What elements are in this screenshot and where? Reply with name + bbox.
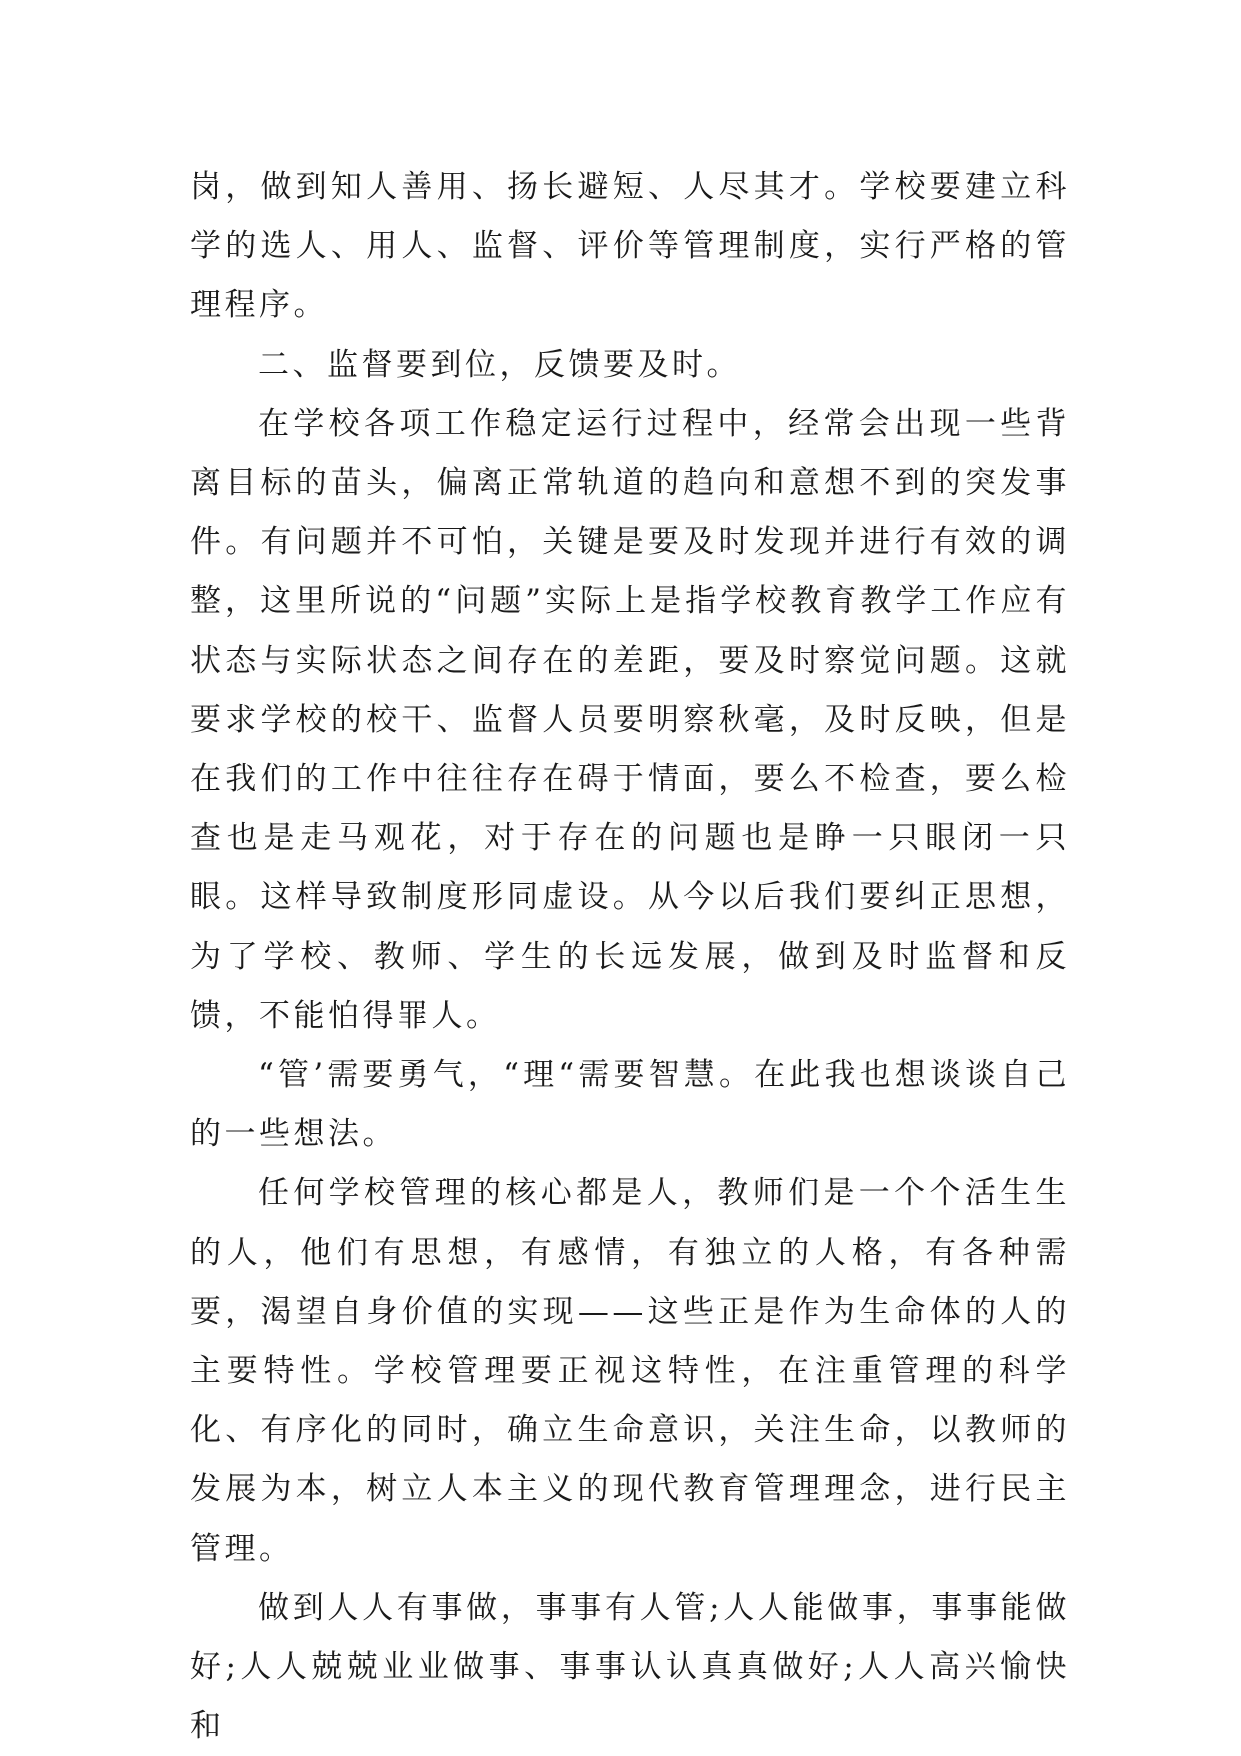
paragraph: 做到人人有事做，事事有人管;人人能做事，事事能做好;人人兢兢业业做事、事事认认真真做好;人人高兴愉快和 [190, 1589, 1070, 1745]
paragraph: 任何学校管理的核心都是人，教师们是一个个活生生的人，他们有思想，有感情，有独立的人格，有各种需要，渴望自身价值的实现——这些正是作为生命体的人的主要特性。学校管理要正视这特性，在注重管理的科学化、有序化的同时，确立生命意识，关注生命，以教师的发展为本，树立人本主义的现代教育管理理念，进行民主管理。 [190, 1175, 1070, 1567]
paragraph-continuation: 岗，做到知人善用、扬长避短、人尽其才。学校要建立科学的选人、用人、监督、评价等管理制度，实行严格的管理程序。 [190, 169, 1070, 324]
paragraph: 在学校各项工作稳定运行过程中，经常会出现一些背离目标的苗头，偏离正常轨道的趋向和意想不到的突发事件。有问题并不可怕，关键是要及时发现并进行有效的调整，这里所说的“问题”实际上是指学校教育教学工作应有状态与实际状态之间存在的差距，要及时察觉问题。这就要求学校的校干、监督人员要明察秋毫，及时反映，但是在我们的工作中往往存在碍于情面，要么不检查，要么检查也是走马观花，对于存在的问题也是睁一只眼闭一只眼。这样导致制度形同虚设。从今以后我们要纠正思想，为了学校、教师、学生的长远发展，做到及时监督和反馈，不能怕得罪人。 [190, 405, 1070, 1034]
document-body [190, 158, 1070, 1756]
section-heading: 二、监督要到位，反馈要及时。 [258, 346, 741, 383]
paragraph: “管’需要勇气，“理“需要智慧。在此我也想谈谈自己的一些想法。 [190, 1057, 1070, 1153]
